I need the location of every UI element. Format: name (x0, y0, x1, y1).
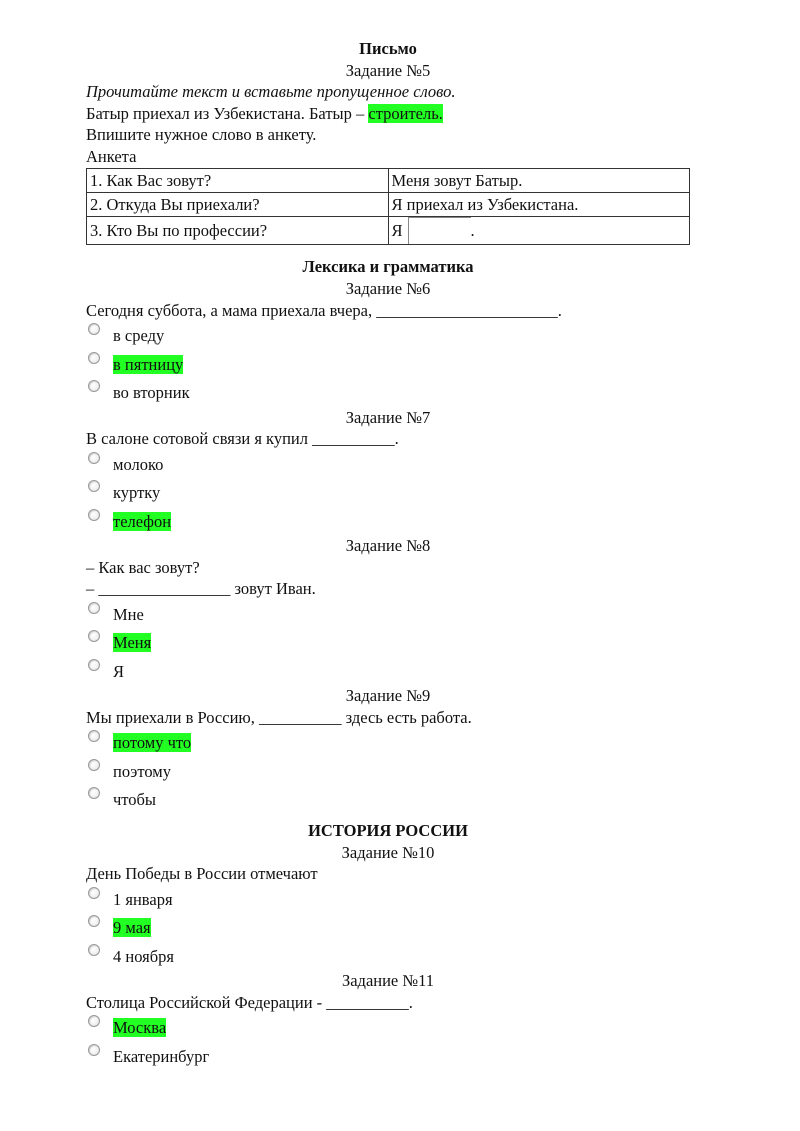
option-item[interactable] (86, 785, 690, 814)
questionnaire-table (86, 168, 690, 245)
task7-question: В салоне сотовой связи я купил __________. (86, 429, 399, 448)
option-item[interactable] (86, 657, 690, 686)
option-label: Екатеринбург (113, 1046, 210, 1066)
radio-button[interactable] (88, 915, 100, 927)
task8-line2: – ________________ зовут Иван. (86, 579, 316, 598)
radio-button[interactable] (88, 887, 100, 899)
option-label: в среду (113, 326, 165, 345)
table-cell-question: 1. Как Вас зовут? (87, 169, 389, 193)
task5-text (86, 103, 690, 125)
task5-instruction: Прочитайте текст и вставьте пропущенное слово. (86, 82, 456, 101)
task8-line1: – Как вас зовут? (86, 557, 200, 577)
option-label-highlighted: потому что (113, 733, 192, 752)
option-item[interactable] (86, 350, 690, 379)
task-title-6: Задание №6 (345, 279, 431, 298)
task9-question: Мы приехали в Россию, __________ здесь есть работа. (86, 707, 472, 727)
table-cell-answer: Меня зовут Батыр. (388, 169, 690, 193)
option-label: во вторник (113, 383, 190, 402)
option-item[interactable] (86, 885, 690, 914)
section-heading-grammar: Лексика и грамматика (302, 257, 474, 276)
radio-button[interactable] (88, 630, 100, 642)
option-label: Я (113, 661, 125, 681)
radio-button[interactable] (88, 323, 100, 335)
task11-question: Столица Российской Федерации - __________. (86, 992, 413, 1012)
radio-button[interactable] (88, 944, 100, 956)
option-label-highlighted: Меня (113, 633, 152, 652)
answer-input-box[interactable] (408, 217, 471, 244)
option-item[interactable] (86, 757, 690, 786)
section-heading-letter: Письмо (359, 39, 417, 58)
table-cell-question: 3. Кто Вы по профессии? (87, 217, 389, 245)
task-title-8: Задание №8 (345, 536, 431, 555)
option-label: чтобы (113, 790, 157, 809)
form-label: Анкета (86, 146, 137, 166)
radio-button[interactable] (88, 352, 100, 364)
answer-prefix: Я (391, 221, 403, 240)
radio-button[interactable] (88, 380, 100, 392)
table-cell-question: 2. Откуда Вы приехали? (87, 193, 389, 217)
option-label: 4 ноября (113, 946, 174, 966)
option-item[interactable] (86, 478, 690, 507)
task-title-5: Задание №5 (345, 60, 431, 80)
option-label-highlighted: 9 мая (113, 918, 151, 937)
option-item[interactable] (86, 378, 690, 407)
option-item[interactable] (86, 942, 690, 971)
option-label: молоко (113, 454, 164, 474)
task-title-11: Задание №11 (341, 971, 435, 990)
option-label-highlighted: в пятницу (113, 354, 184, 374)
task5-text2: Впишите нужное слово в анкету. (86, 125, 317, 144)
option-label: куртку (113, 483, 161, 502)
table-cell-answer: Я приехал из Узбекистана. (388, 193, 690, 217)
option-item[interactable] (86, 1042, 690, 1071)
table-row (87, 193, 690, 217)
radio-button[interactable] (88, 602, 100, 614)
option-label: поэтому (113, 761, 171, 781)
table-cell-answer (388, 217, 690, 245)
radio-button[interactable] (88, 659, 100, 671)
option-item[interactable] (86, 450, 690, 479)
option-item[interactable] (86, 1013, 690, 1042)
radio-button[interactable] (88, 1015, 100, 1027)
task-title-10: Задание №10 (341, 842, 435, 862)
option-label: 1 января (113, 889, 173, 909)
section-heading-history: ИСТОРИЯ РОССИИ (308, 820, 468, 840)
answer-suffix: . (470, 221, 475, 240)
radio-button[interactable] (88, 759, 100, 771)
option-item[interactable] (86, 507, 690, 536)
option-item[interactable] (86, 600, 690, 629)
table-row (87, 169, 690, 193)
option-item[interactable] (86, 728, 690, 757)
task6-question: Сегодня суббота, а мама приехала вчера, ______________________. (86, 300, 562, 320)
option-label-highlighted: Москва (113, 1018, 167, 1037)
task-title-7: Задание №7 (345, 407, 431, 427)
radio-button[interactable] (88, 452, 100, 464)
option-label-highlighted: телефон (113, 511, 172, 531)
task5-answer-highlight: строитель. (368, 103, 443, 123)
radio-button[interactable] (88, 480, 100, 492)
option-item[interactable] (86, 321, 690, 350)
radio-button[interactable] (88, 509, 100, 521)
table-row (87, 217, 690, 245)
option-label: Мне (113, 604, 144, 624)
option-item[interactable] (86, 628, 690, 657)
radio-button[interactable] (88, 730, 100, 742)
task5-text-before: Батыр приехал из Узбекистана. Батыр – (86, 103, 369, 123)
radio-button[interactable] (88, 787, 100, 799)
task10-question: День Победы в России отмечают (86, 864, 318, 883)
radio-button[interactable] (88, 1044, 100, 1056)
document-page (86, 38, 690, 1070)
option-item[interactable] (86, 913, 690, 942)
task-title-9: Задание №9 (345, 686, 431, 705)
